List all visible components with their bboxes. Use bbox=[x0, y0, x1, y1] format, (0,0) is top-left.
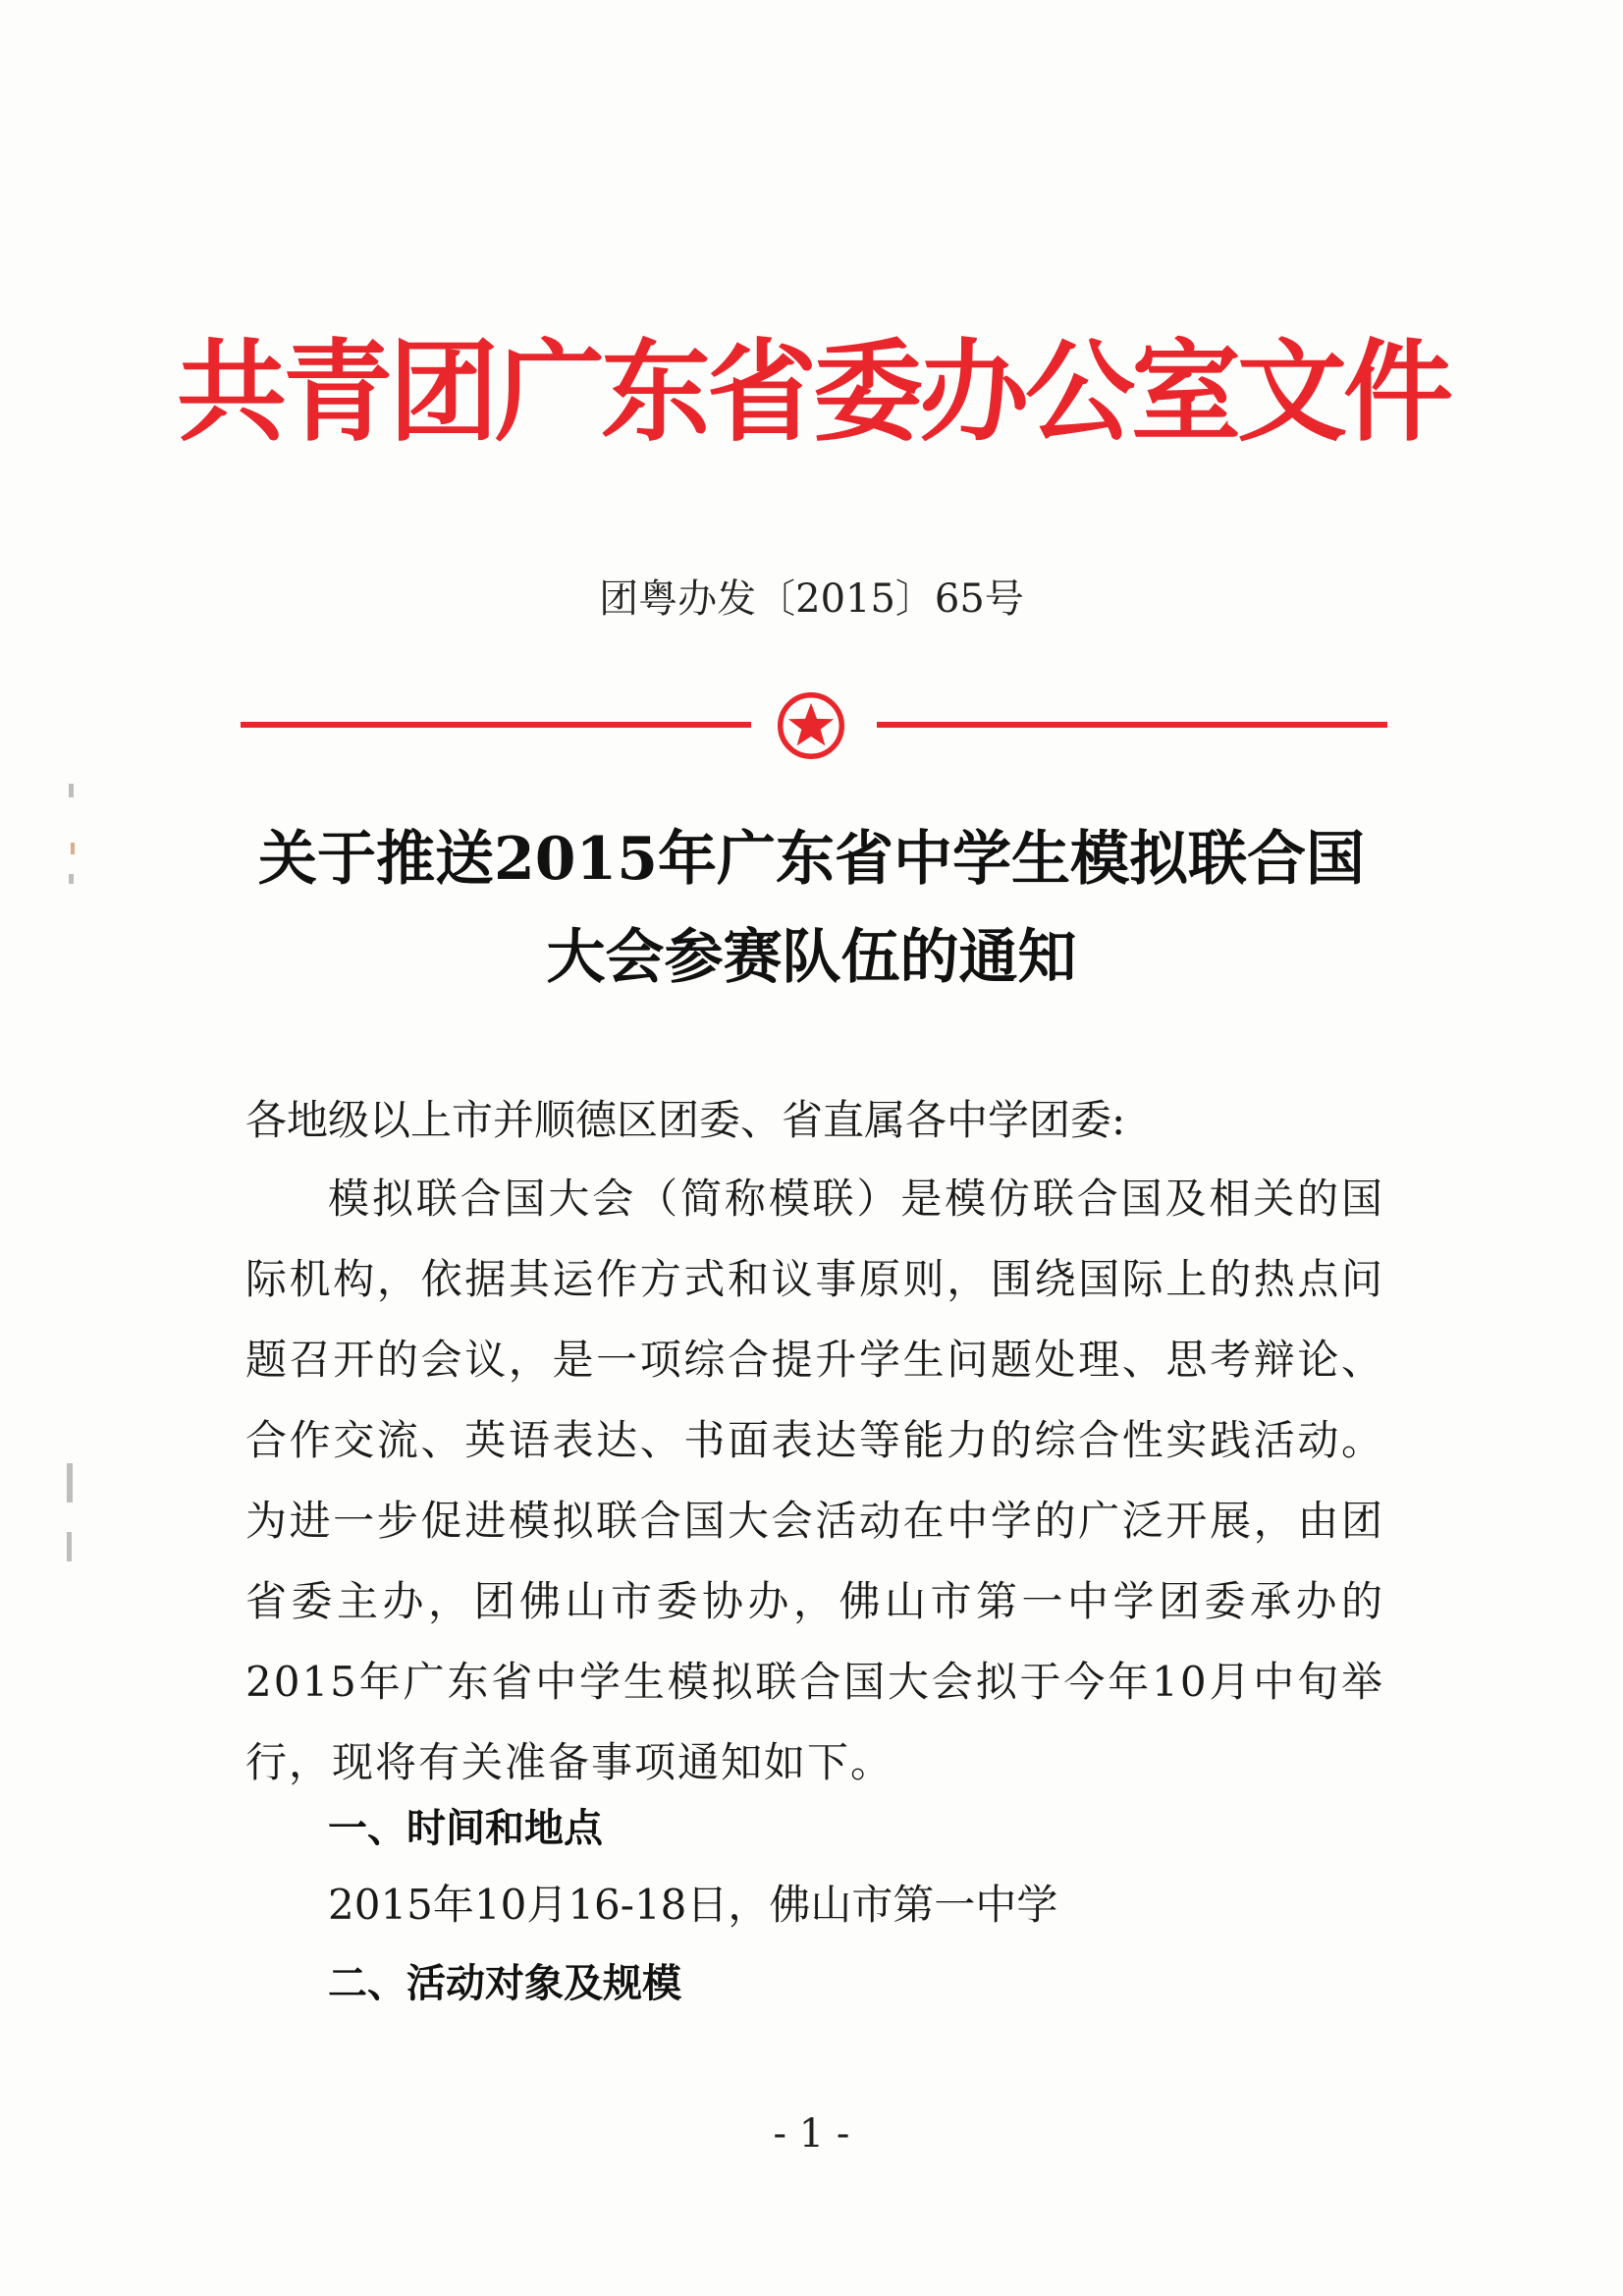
notice-title-line1: 关于推送2015年广东省中学生模拟联合国 bbox=[258, 825, 1365, 894]
masthead-title: 共青团广东省委办公室文件 bbox=[177, 329, 1449, 457]
scan-mark bbox=[67, 1532, 72, 1561]
page-number: - 1 - bbox=[773, 2111, 850, 2157]
section-heading-participants: 二、活动对象及规模 bbox=[328, 1961, 681, 2006]
red-star-emblem-icon bbox=[778, 692, 844, 759]
red-divider-left bbox=[241, 722, 751, 728]
scan-mark bbox=[69, 784, 74, 797]
red-divider-right bbox=[877, 722, 1387, 728]
section-content-time-location: 2015年10月16-18日，佛山市第一中学 bbox=[328, 1881, 1058, 1929]
scan-mark bbox=[67, 1463, 73, 1503]
document-number: 团粤办发〔2015〕65号 bbox=[599, 576, 1024, 622]
section-heading-time-location: 一、时间和地点 bbox=[328, 1806, 603, 1851]
salutation: 各地级以上市并顺德区团委、省直属各中学团委: bbox=[245, 1096, 1126, 1144]
scan-mark bbox=[71, 843, 75, 854]
notice-title-line2: 大会参赛队伍的通知 bbox=[546, 923, 1077, 992]
body-paragraph: 模拟联合国大会（简称模联）是模仿联合国及相关的国际机构，依据其运作方式和议事原则，围绕国际上的热点问题召开的会议，是一项综合提升学生问题处理、思考辩论、合作交流、英语表达、书面表达等能力的综合性实践活动。为进一步促进模拟联合国大会活动在中学的广泛开展，由团省委主办，团佛山市委协办，佛山市第一中学团委承办的2015年广东省中学生模拟联合国大会拟于今年10月中旬举行，现将有关准备事项通知如下。 bbox=[245, 1175, 1384, 1786]
scan-mark bbox=[69, 874, 74, 884]
